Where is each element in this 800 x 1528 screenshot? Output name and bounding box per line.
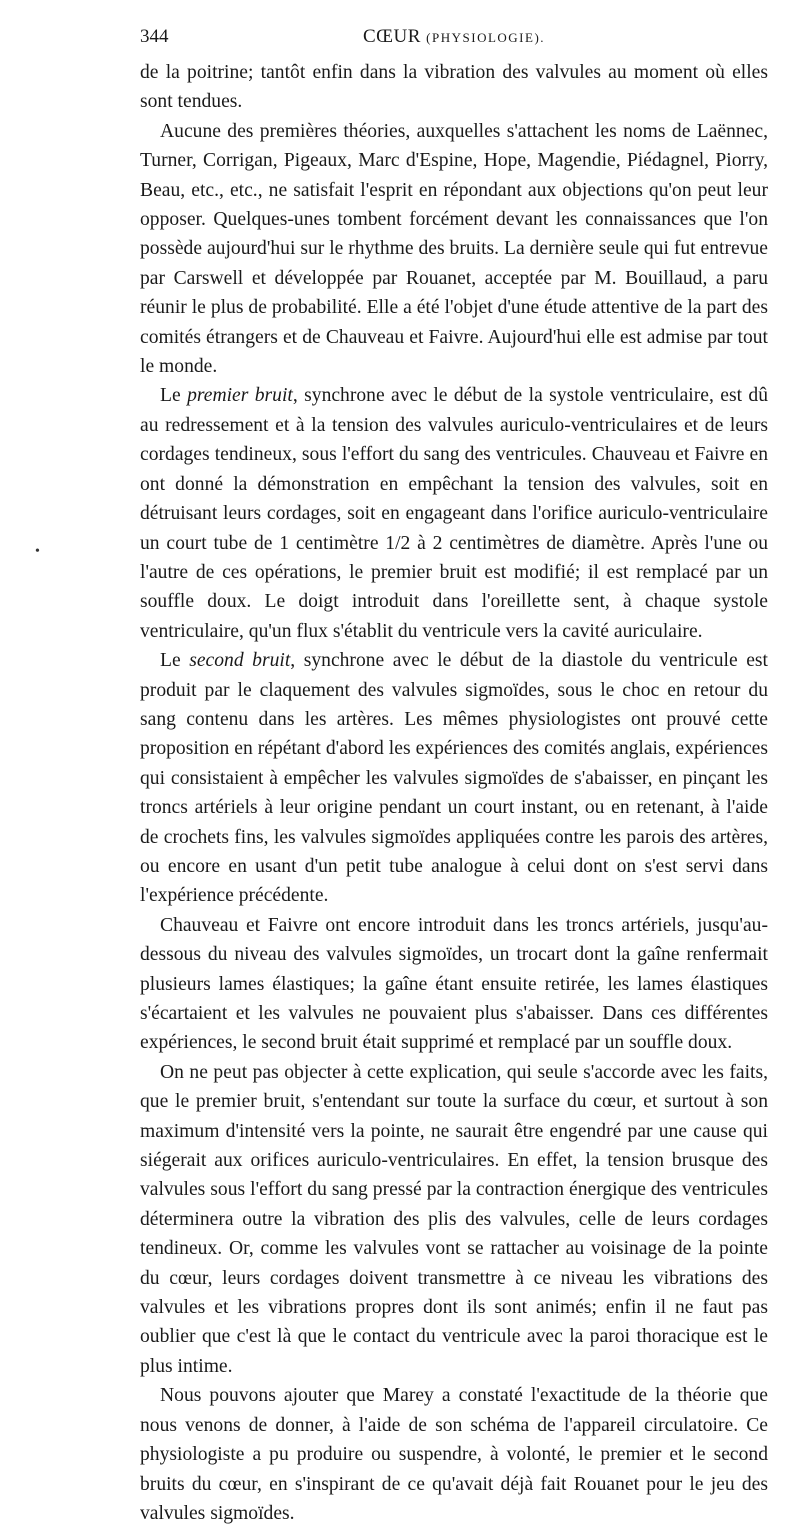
paragraph-continuation: de la poitrine; tantôt enfin dans la vibration des valvules au moment où elles sont tendues. <box>140 62 768 113</box>
paragraph-second-sound <box>140 646 768 911</box>
book-page <box>140 24 768 1528</box>
paragraph-first-sound <box>140 381 768 646</box>
paragraph-objection: On ne peut pas objecter à cette explication, qui seule s'accorde avec les faits, que le premier bruit, s'entendant sur toute la surface du cœur, et surtout à son maximum d'intensité vers la pointe, ne saurait être engendré par une cause qui siégerait aux orifices auriculo-ventriculaires. En effet, la tension brusque des valvules sous l'effort du sang pressé par la contraction énergique des ventricules déterminera outre la vibration des plis des valvules, celle de leurs cordages tendineux. Or, comme les valvules vont se rattacher au voisinage de la pointe du cœur, leurs cordages doivent transmettre à ce niveau les vibrations des valvules et les vibrations propres dont ils sont animés; enfin il ne faut pas oublier que c'est là que le contact du ventricule avec la paroi thoracique est le plus intime. <box>140 1061 768 1377</box>
running-head <box>140 24 768 50</box>
term-first-sound: premier bruit <box>187 385 293 407</box>
running-title <box>140 24 768 51</box>
paragraph-second-sound-prefix: Le <box>160 650 190 672</box>
term-second-sound: second bruit <box>189 650 291 672</box>
running-title-main: CŒUR <box>362 26 421 47</box>
paragraph-theories: Aucune des premières théories, auxquelles s'attachent les noms de Laënnec, Turner, Corrigan, Pigeaux, Marc d'Espine, Hope, Magendie, Piédagnel, Piorry, Beau, etc., etc., ne satisfait l'esprit en répondant aux objections qu'on peut leur opposer. Quelques-unes tombent forcément devant les connaissances que l'on possède aujourd'hui sur le rhythme des bruits. La dernière seule qui fut entrevue par Carswell et développée par Rouanet, acceptée par M. Bouillaud, a paru réunir le plus de probabilité. Elle a été l'objet d'une étude attentive de la part des comités étrangers et de Chauveau et Faivre. Aujourd'hui elle est admise par tout le monde. <box>140 120 768 378</box>
body-text <box>140 58 768 1528</box>
paragraph-first-sound-prefix: Le <box>160 385 188 407</box>
page-number: 344 <box>140 26 169 47</box>
paragraph-trocart: Chauveau et Faivre ont encore introduit dans les troncs artériels, jusqu'au-dessous du niveau des valvules sigmoïdes, un trocart dont la gaîne renfermait plusieurs lames élastiques; la gaîne étant ensuite retirée, les lames élastiques s'écartaient et les valvules ne pouvaient plus s'abaisser. Dans ces différentes expériences, le second bruit était supprimé et remplacé par un souffle doux. <box>140 914 768 1054</box>
paragraph-first-sound-body: , synchrone avec le début de la systole ventriculaire, est dû au redressement et à la tension des valvules auriculo-ventriculaires et de leurs cordages tendineux, sous l'effort du sang des ventricules. Chauveau et Faivre en ont donné la démonstration en empêchant la tension des valvules, soit en détruisant leurs cordages, soit en engageant dans l'orifice auriculo-ventriculaire un court tube de 1 centimètre 1/2 à 2 centimètres de diamètre. Après l'une ou l'autre de ces opérations, le premier bruit est modifié; il est remplacé par un souffle doux. Le doigt introduit dans l'oreillette sent, à chaque systole ventriculaire, qu'un flux s'établit du ventricule vers la cavité auriculaire. <box>140 385 768 642</box>
running-title-subtitle: (PHYSIOLOGIE). <box>426 30 546 45</box>
paragraph-marey: Nous pouvons ajouter que Marey a constaté l'exactitude de la théorie que nous venons de donner, à l'aide de son schéma de l'appareil circulatoire. Ce physiologiste a pu produire ou suspendre, à volonté, le premier et le second bruits du cœur, en s'inspirant de ce qu'avait déjà fait Rouanet pour le jeu des valvules sigmoïdes. <box>140 1385 768 1524</box>
margin-dot: • <box>35 544 40 559</box>
paragraph-second-sound-body: , synchrone avec le début de la diastole du ventricule est produit par le claquement des valvules sigmoïdes, sous le choc en retour du sang contenu dans les artères. Les mêmes physiologistes ont prouvé cette proposition en répétant d'abord les expériences des comités anglais, expériences qui consistaient à empêcher les valvules sigmoïdes de s'abaisser, en pinçant les troncs artériels à leur origine pendant un court instant, ou en retenant, à l'aide de crochets fins, les valvules sigmoïdes appliquées contre les parois des artères, ou encore en usant d'un petit tube analogue à celui dont on s'est servi dans l'expérience précédente. <box>140 650 768 907</box>
